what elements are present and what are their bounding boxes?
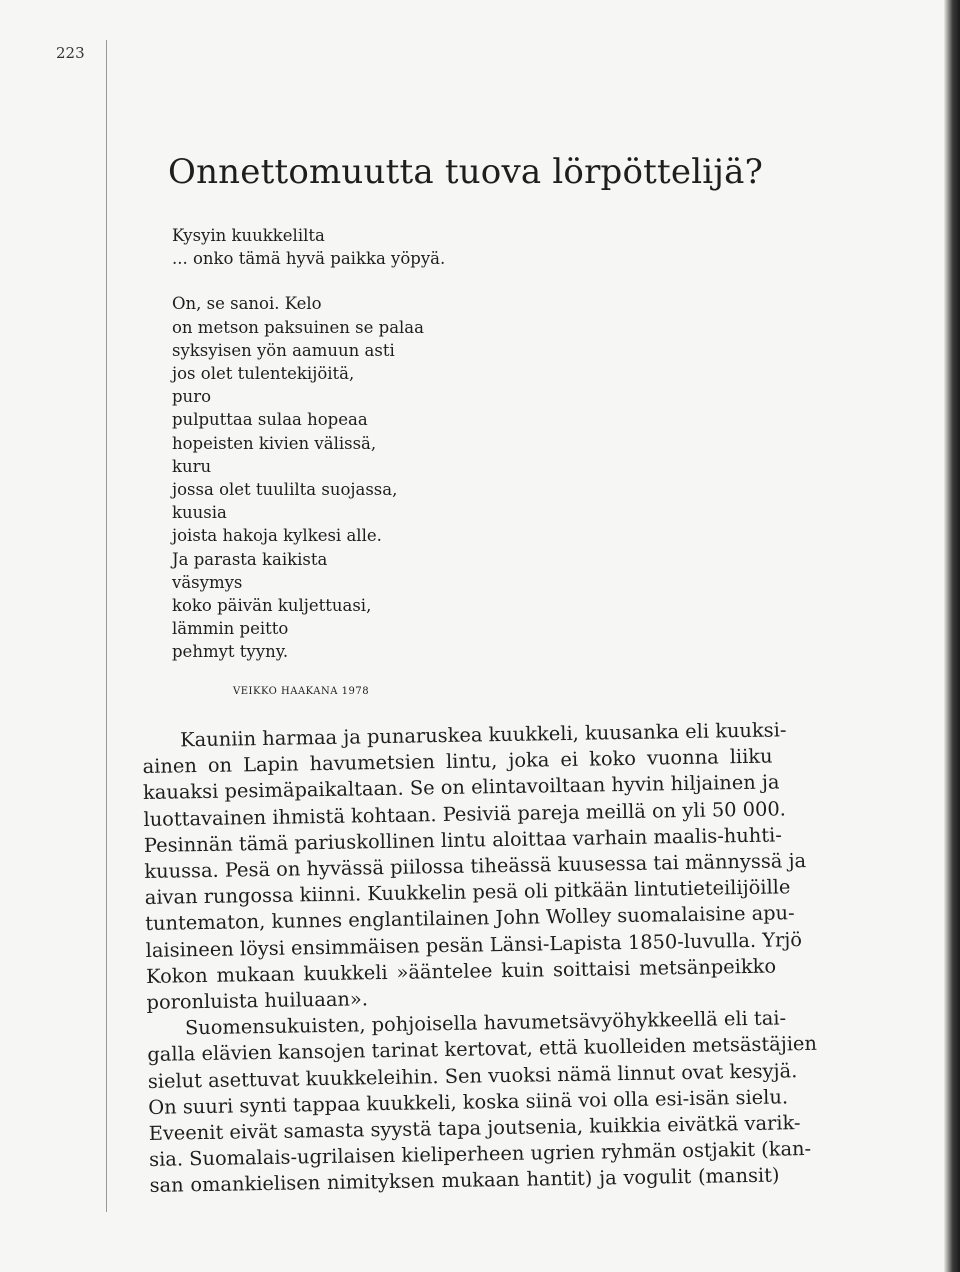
text-line: sia. Suomalais-ugrilaisen kieliperheen ugrien ryhmän ostjakit (kan- <box>148 1137 812 1172</box>
text-line: Kauniin harmaa ja punaruskea kuukkeli, kuusanka eli kuuksi- <box>180 718 787 752</box>
text-line: san omankielisen nimityksen mukaan hantit) ja vogulit (mansit) <box>149 1163 780 1198</box>
page-edge-shadow <box>944 0 960 1272</box>
text-line: kuussa. Pesä on hyvässä piilossa tiheässä kuusessa tai männyssä ja <box>144 849 807 883</box>
chapter-title: Onnettomuutta tuova lörpöttelijä? <box>168 152 764 192</box>
margin-rule <box>106 40 107 1212</box>
poem-line: koko päivän kuljettuasi, <box>172 596 372 616</box>
poem-line: pulputtaa sulaa hopeaa <box>172 410 368 430</box>
poem-stanza <box>172 224 592 270</box>
poem-line: syksyisen yön aamuun asti <box>172 340 395 360</box>
poem-line: jossa olet tuulilta suojassa, <box>172 480 398 500</box>
text-line: tuntematon, kunnes englantilainen John Wolley suomalaisine apu- <box>145 901 795 936</box>
page-number: 223 <box>56 44 85 62</box>
poem-stanza <box>172 292 592 663</box>
poem-line: Kysyin kuukkelilta <box>172 226 325 245</box>
text-line: Kokon mukaan kuukkeli »ääntelee kuin soittaisi metsänpeikko <box>145 954 777 988</box>
text-line: galla elävien kansojen tarinat kertovat, että kuolleiden metsästäjien <box>147 1032 818 1067</box>
poem-line: On, se sanoi. Kelo <box>172 294 322 314</box>
poem-attribution: VEIKKO HAAKANA 1978 <box>233 686 370 697</box>
poem-line: pehmyt tyyny. <box>172 642 289 662</box>
text-line: On suuri synti tappaa kuukkeli, koska siinä voi olla esi-isän sielu. <box>148 1085 789 1119</box>
text-line: Suomensukuisten, pohjoisella havumetsävyöhykkeellä eli tai- <box>184 1006 787 1040</box>
text-line: poronluista huiluaan». <box>146 987 369 1014</box>
poem-line: puro <box>172 387 212 407</box>
body-text <box>142 718 818 1200</box>
poem-line: lämmin peitto <box>172 619 289 639</box>
text-line: Pesinnän tämä pariuskollinen lintu aloittaa varhain maalis-huhti- <box>143 823 783 857</box>
text-line: aivan rungossa kiinni. Kuukkelin pesä oli pitkään lintutieteilijöille <box>144 875 791 910</box>
poem-line: hopeisten kivien välissä, <box>172 433 377 453</box>
text-line: kauaksi pesimäpaikaltaan. Se on elintavoiltaan hyvin hiljainen ja <box>142 770 780 805</box>
text-line: Eveenit eivät samasta syystä tapa joutsenia, kuikkia eivätkä varik- <box>148 1111 801 1145</box>
text-line: luottavainen ihmistä kohtaan. Pesiviä pareja meillä on yli 50 000. <box>143 796 787 831</box>
text-line: laisineen löysi ensimmäisen pesän Länsi-Lapista 1850-luvulla. Yrjö <box>145 927 803 962</box>
poem-line: kuru <box>172 456 212 476</box>
text-line: ainen on Lapin havumetsien lintu, joka ei koko vuonna liiku <box>142 744 773 779</box>
poem-line: jos olet tulentekijöitä, <box>172 364 355 384</box>
poem-line: väsymys <box>172 572 243 592</box>
poem-line: joista hakoja kylkesi alle. <box>172 526 382 546</box>
paragraph <box>142 718 807 1017</box>
poem-line: Ja parasta kaikista <box>172 549 328 569</box>
poem-line: on metson paksuinen se palaa <box>172 317 424 337</box>
text-line: sielut asettuvat kuukkeleihin. Sen vuoksi nämä linnut ovat kesyjä. <box>147 1058 798 1093</box>
poem <box>172 224 592 686</box>
poem-line: kuusia <box>172 503 227 523</box>
paragraph <box>147 1006 818 1200</box>
poem-line: ... onko tämä hyvä paikka yöpyä. <box>172 249 446 269</box>
